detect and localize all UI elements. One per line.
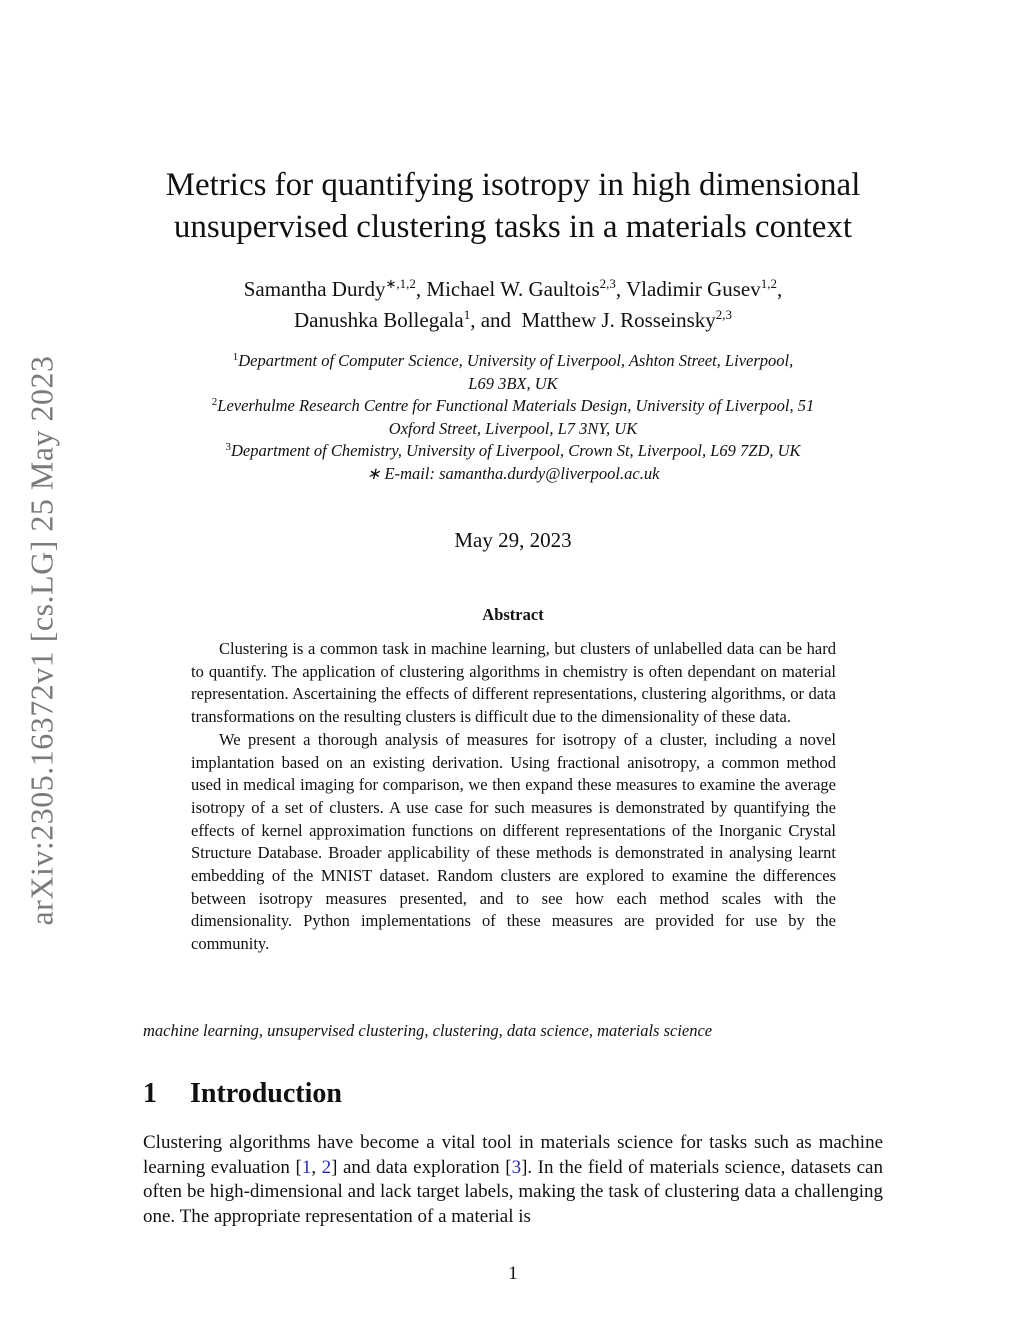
keywords: machine learning, unsupervised clustering, clustering, data science, materials science bbox=[143, 1021, 713, 1040]
author-name: Samantha Durdy bbox=[243, 277, 386, 301]
author-affiliation-mark: 2,3 bbox=[715, 307, 733, 322]
abstract-body bbox=[191, 638, 836, 956]
author-name: Michael W. Gaultois bbox=[426, 277, 600, 301]
affiliation-text: Department of Chemistry, University of Liverpool, Crown St, Liverpool, L69 7ZD, UK bbox=[230, 441, 801, 461]
affiliation-1 bbox=[143, 350, 883, 373]
author-affiliation-mark: 1 bbox=[463, 307, 471, 322]
affiliations bbox=[143, 350, 883, 486]
contact-email: ∗ E-mail: samantha.durdy@liverpool.ac.uk bbox=[366, 463, 660, 483]
intro-text: , bbox=[311, 1156, 322, 1178]
section-heading bbox=[143, 1078, 883, 1110]
author-affiliation-mark: ∗,1,2 bbox=[385, 276, 416, 291]
abstract-paragraph: We present a thorough analysis of measures for isotropy of a cluster, including a novel implantation based on an existing derivation. Using fractional anisotropy, a common method used in medical imaging for comparison, we then expand these measures to examine the average isotropy of a set of clusters. A use case for such measures is demonstrated by quantifying the effects of kernel approximation functions on different representations of the Inorganic Crystal Structure Database. Broader applicability of these methods is demonstrated in analysing learnt embedding of the MNIST dataset. Random clusters are explored to examine the differences between isotropy measures presented, and to see how each method scales with the dimensionality. Python implementations of these measures are provided for use by the community. bbox=[191, 729, 836, 954]
affiliation-1-cont: L69 3BX, UK bbox=[468, 373, 558, 393]
affiliation-text: Leverhulme Research Centre for Functional Materials Design, University of Liverpool, 51 bbox=[217, 396, 815, 416]
publication-date: May 29, 2023 bbox=[454, 528, 572, 552]
abstract-heading: Abstract bbox=[482, 605, 544, 624]
author-name: Matthew J. Rosseinsky bbox=[521, 308, 716, 332]
section-number: 1 bbox=[143, 1078, 157, 1109]
author-name: Danushka Bollegala bbox=[293, 308, 464, 332]
affiliation-mark: 2 bbox=[211, 396, 218, 409]
author-affiliation-mark: 1,2 bbox=[760, 276, 777, 291]
author-affiliation-mark: 2,3 bbox=[599, 276, 616, 291]
author-separator: , bbox=[615, 277, 626, 301]
author-list bbox=[143, 274, 883, 336]
citation-link[interactable]: 3 bbox=[511, 1156, 522, 1178]
author-separator: , bbox=[776, 277, 783, 301]
affiliation-3 bbox=[143, 440, 883, 463]
affiliation-mark: 1 bbox=[232, 351, 239, 363]
author-separator: , bbox=[415, 277, 427, 301]
arxiv-id-text: arXiv:2305.16372v1 [cs.LG] 25 May 2023 bbox=[23, 354, 60, 926]
intro-text: ]. In the field of materials science, datasets can often be high-dimensional and lack target labels, making the task of clustering data a challenging one. The appropriate representation of a material is bbox=[143, 1156, 883, 1227]
affiliation-mark: 3 bbox=[225, 441, 231, 454]
affiliation-2 bbox=[143, 395, 883, 418]
author-name: Vladimir Gusev bbox=[626, 277, 761, 301]
abstract-paragraph: Clustering is a common task in machine learning, but clusters of unlabelled data can be hard to quantify. The application of clustering algorithms in chemistry is often dependant on material representation. Ascertaining the effects of different representations, clustering algorithms, or data transformations on the resulting clusters is difficult due to the dimensionality of these data. bbox=[191, 639, 836, 727]
intro-text: ] and data exploration [ bbox=[331, 1156, 512, 1178]
author-separator: , and bbox=[470, 308, 522, 332]
arxiv-identifier bbox=[20, 330, 64, 950]
intro-text: Clustering algorithms have become a vital tool in materials science for tasks such as machine learning evaluation [ bbox=[143, 1132, 883, 1178]
title-line: Metrics for quantifying isotropy in high dimensional bbox=[165, 167, 861, 203]
affiliation-2-cont: Oxford Street, Liverpool, L7 3NY, UK bbox=[388, 418, 638, 438]
section-title: Introduction bbox=[190, 1078, 342, 1109]
intro-paragraph bbox=[143, 1131, 883, 1229]
title-line: unsupervised clustering tasks in a materials context bbox=[173, 209, 853, 245]
page-number: 1 bbox=[508, 1263, 518, 1284]
citation-link[interactable]: 2 bbox=[321, 1156, 332, 1178]
affiliation-text: Department of Computer Science, University of Liverpool, Ashton Street, Liverpool, bbox=[238, 351, 794, 370]
paper-title bbox=[143, 164, 883, 248]
citation-link[interactable]: 1 bbox=[301, 1156, 312, 1178]
